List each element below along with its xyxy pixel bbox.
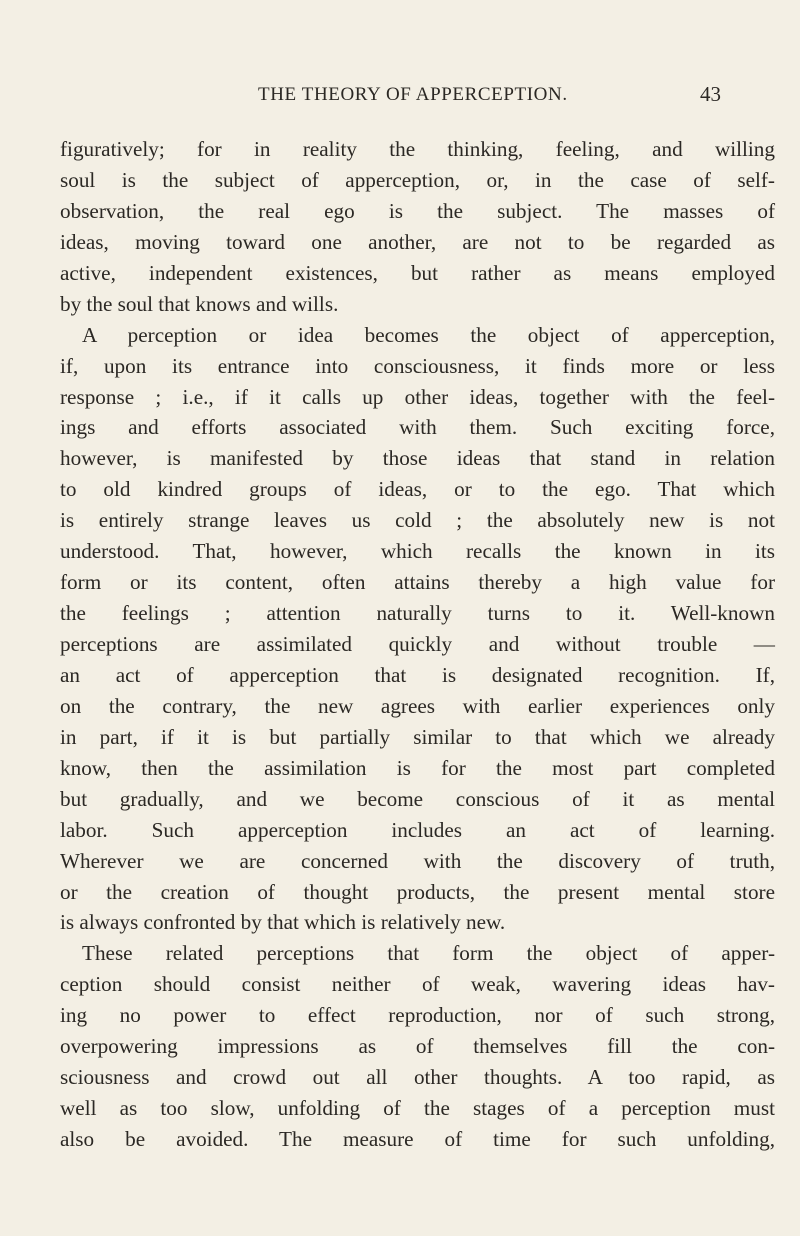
text-line: however, is manifested by those ideas that stand in relation xyxy=(60,446,775,471)
text-line: on the contrary, the new agrees with earlier experiences only xyxy=(60,693,775,718)
text-line: ing no power to effect reproduction, nor of such strong, xyxy=(60,1003,775,1028)
text-line: form or its content, often attains thereby a high value for xyxy=(60,570,775,595)
text-line: These related perceptions that form the object of apper- xyxy=(82,941,775,966)
text-line: sciousness and crowd out all other thoughts. A too rapid, as xyxy=(60,1065,775,1090)
text-line: observation, the real ego is the subject. The masses of xyxy=(60,198,775,223)
text-line: active, independent existences, but rather as means employed xyxy=(60,260,775,285)
text-line: in part, if it is but partially similar to that which we already xyxy=(60,724,775,749)
text-line: response ; i.e., if it calls up other ideas, together with the feel- xyxy=(60,384,775,409)
text-line: know, then the assimilation is for the most part completed xyxy=(60,755,775,780)
text-line: an act of apperception that is designated recognition. If, xyxy=(60,662,775,687)
text-line: Wherever we are concerned with the discovery of truth, xyxy=(60,848,775,873)
text-line: if, upon its entrance into consciousness, it finds more or less xyxy=(60,353,775,378)
text-line: A perception or idea becomes the object of apperception, xyxy=(82,322,775,347)
text-line: well as too slow, unfolding of the stages of a perception must xyxy=(60,1096,775,1121)
body-text xyxy=(60,134,775,1155)
text-line: the feelings ; attention naturally turns to it. Well-known xyxy=(60,601,775,626)
text-line: is entirely strange leaves us cold ; the absolutely new is not xyxy=(60,508,775,533)
running-head: THE THEORY OF APPERCEPTION. xyxy=(258,84,568,105)
text-line: ideas, moving toward one another, are not to be regarded as xyxy=(60,229,775,254)
text-line: perceptions are assimilated quickly and without trouble — xyxy=(60,632,775,656)
text-line: ception should consist neither of weak, wavering ideas hav- xyxy=(60,972,775,997)
page-number: 43 xyxy=(700,82,721,106)
text-line: understood. That, however, which recalls the known in its xyxy=(60,539,775,564)
text-line: but gradually, and we become conscious of it as mental xyxy=(60,786,775,811)
text-line: figuratively; for in reality the thinking, feeling, and willing xyxy=(60,137,775,161)
text-line: labor. Such apperception includes an act of learning. xyxy=(60,817,775,842)
text-line: is always confronted by that which is relatively new. xyxy=(60,910,506,935)
text-line: overpowering impressions as of themselves fill the con- xyxy=(60,1034,775,1059)
text-line: ings and efforts associated with them. Such exciting force, xyxy=(60,415,775,440)
text-line: soul is the subject of apperception, or, in the case of self- xyxy=(60,167,775,192)
text-line: by the soul that knows and wills. xyxy=(60,291,339,316)
text-line: also be avoided. The measure of time for such unfolding, xyxy=(60,1127,775,1151)
text-line: to old kindred groups of ideas, or to the ego. That which xyxy=(60,477,775,502)
text-line: or the creation of thought products, the present mental store xyxy=(60,879,775,904)
